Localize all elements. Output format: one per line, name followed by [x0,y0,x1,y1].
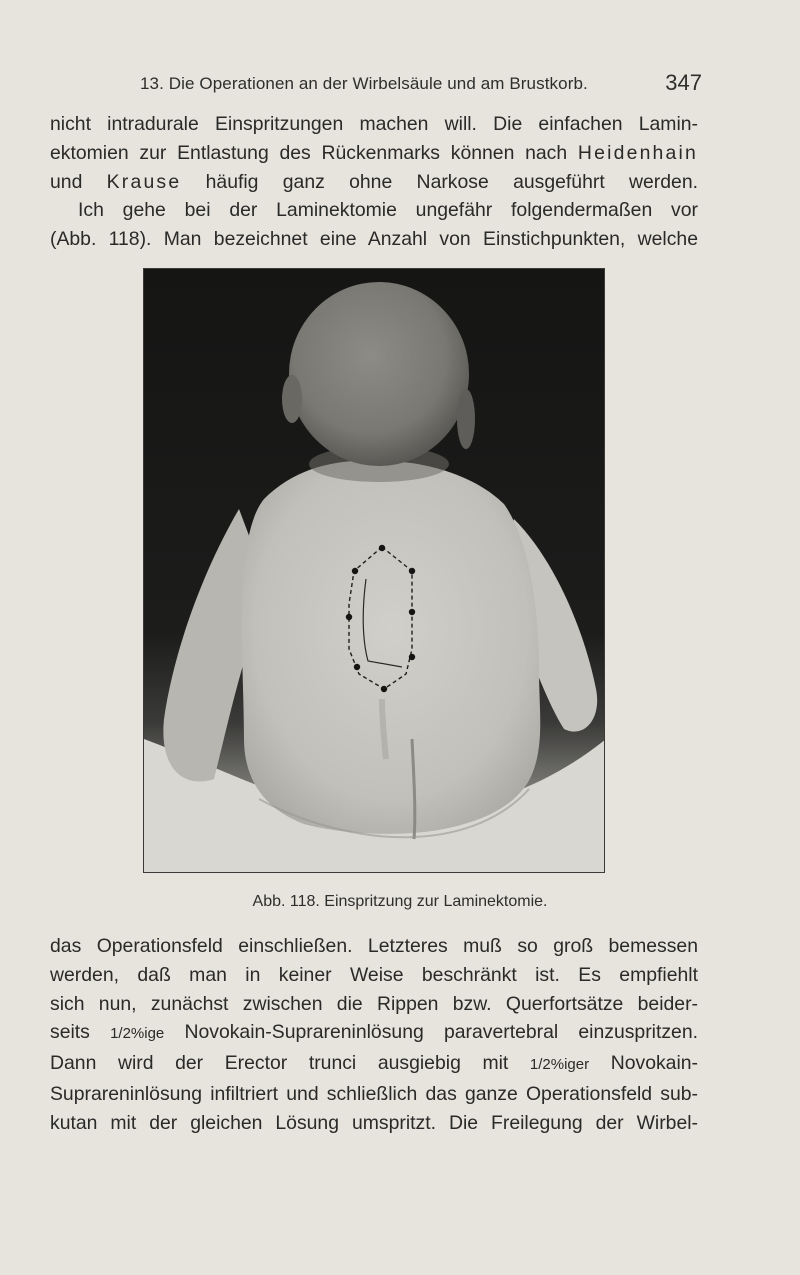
paragraph-bottom [50,932,698,1138]
concentration-fraction: 1/2%ige [110,1025,165,1043]
text-fragment: seits [50,1021,90,1044]
text-fragment: ektomien zur Entlastung des Rückenmarks können nach [50,141,568,164]
author-name-heidenhain: Heidenhain [577,141,699,164]
running-head [0,70,800,98]
text-line: Ich gehe bei der Laminektomie ungefähr folgendermaßen vor [78,199,698,222]
text-line [50,1018,698,1049]
text-line: werden, daß man in keiner Weise beschränkt ist. Es empfiehlt [50,963,698,986]
page-number: 347 [665,70,702,95]
text-line [50,1049,698,1080]
text-fragment: Dann wird der Erector trunci ausgiebig mit [50,1052,509,1075]
figure-illustration [144,269,605,873]
text-line: kutan mit der gleichen Lösung umspritzt. Die Freilegung der Wirbel- [50,1111,698,1134]
text-fragment: und [50,170,83,193]
concentration-fraction: 1/2%iger [529,1056,590,1074]
text-fragment: Novokain- [610,1052,699,1075]
text-line [50,139,698,168]
text-fragment: häufig ganz ohne Narkose ausgeführt werden. [205,170,698,193]
text-line: das Operationsfeld einschließen. Letzteres muß so groß bemessen [50,935,698,957]
chapter-title: 13. Die Operationen an der Wirbelsäule und am Brustkorb. [140,74,588,93]
text-line [50,168,698,197]
author-name-krause: Krause [106,170,182,193]
text-fragment: Novokain-Suprareninlösung paravertebral einzuspritzen. [184,1021,699,1044]
paragraph-top [50,110,698,254]
text-line: Suprareninlösung infiltriert und schließlich das ganze Operationsfeld sub- [50,1082,698,1105]
text-line: sich nun, zunächst zwischen die Rippen bzw. Querfortsätze beider- [50,992,698,1015]
text-line: (Abb. 118). Man bezeichnet eine Anzahl von Einstichpunkten, welche [50,228,698,251]
figure-photo [143,268,605,873]
figure-caption: Abb. 118. Einspritzung zur Laminektomie. [252,893,548,910]
text-line: nicht intradurale Einspritzungen machen will. Die einfachen Lamin- [50,113,698,135]
